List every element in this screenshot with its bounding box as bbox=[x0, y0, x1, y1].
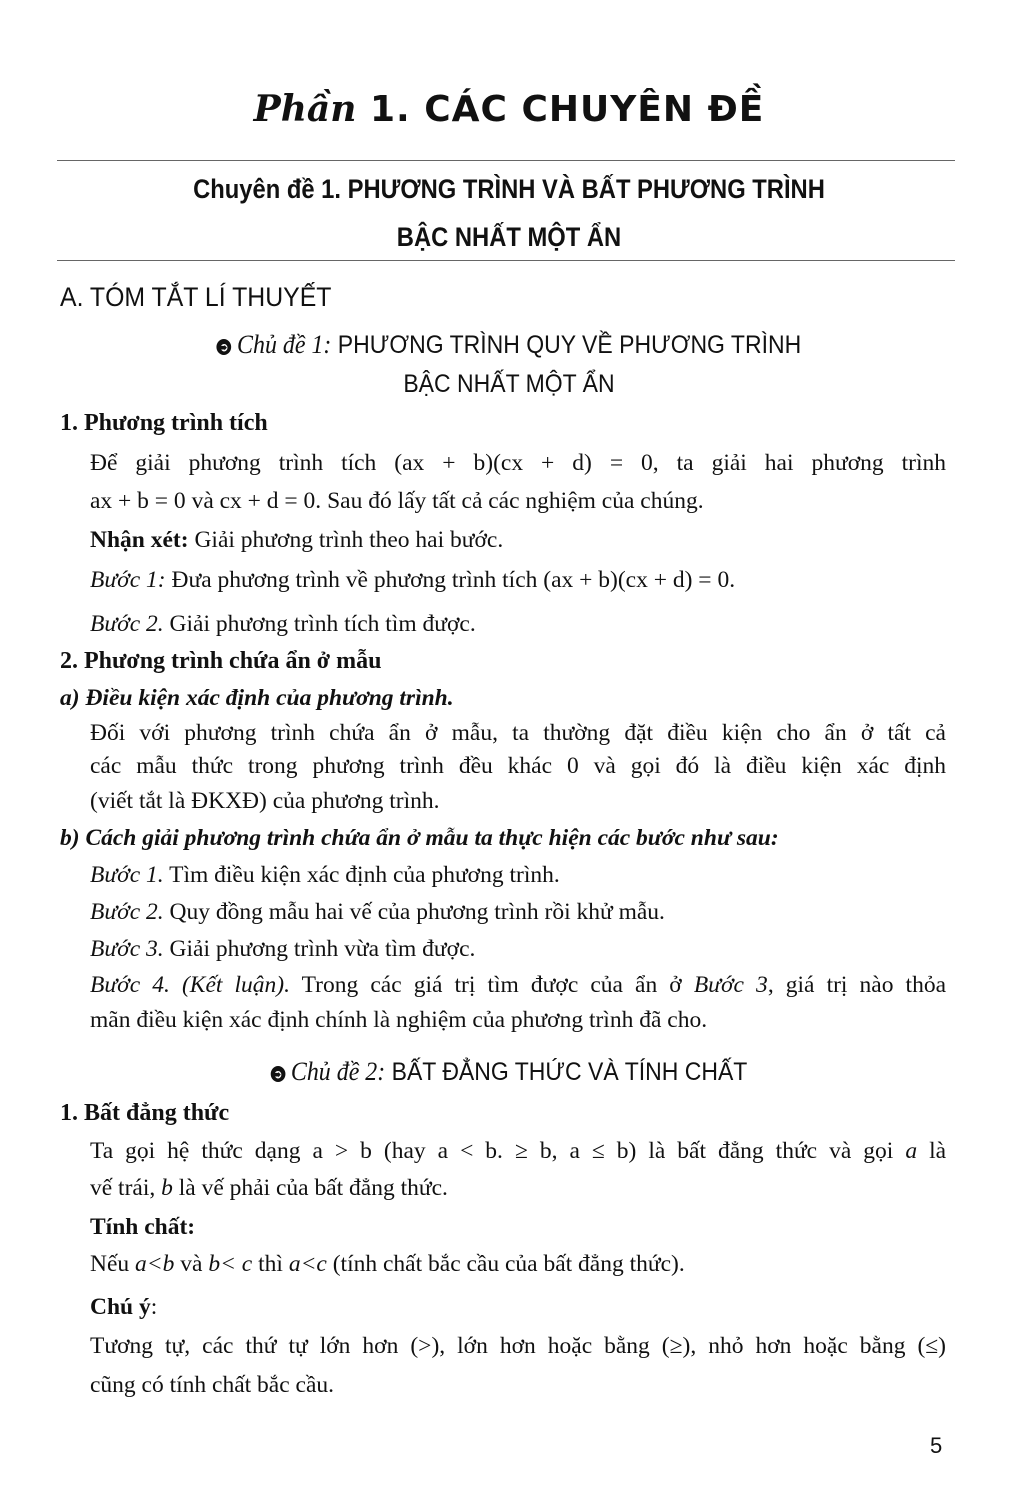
note-label-text: Chú ý bbox=[90, 1294, 151, 1320]
remark-label: Nhận xét: bbox=[90, 527, 189, 553]
step-label: Bước 4. bbox=[90, 972, 170, 998]
text-span: Giải phương trình theo hai bước. bbox=[194, 527, 504, 553]
divider-top bbox=[57, 160, 955, 161]
text-span: và bbox=[191, 488, 214, 514]
text-span: Ta gọi hệ thức dạng bbox=[90, 1138, 301, 1164]
step-label: Bước 1. bbox=[90, 862, 164, 888]
subsection-heading: 1. Phương trình tích bbox=[60, 410, 268, 436]
page-number: 5 bbox=[930, 1433, 943, 1458]
paragraph-line: các mẫu thức trong phương trình đều khác 0 và gọi đó là điều kiện xác định bbox=[90, 753, 946, 779]
note-label bbox=[90, 1294, 157, 1321]
math-expression: b< c bbox=[208, 1251, 253, 1277]
paragraph-line bbox=[90, 488, 704, 515]
step-sublabel: (Kết luận). bbox=[181, 972, 290, 998]
arrow-circle-icon: ➲ bbox=[271, 1066, 286, 1082]
text-span: Tìm điều kiện xác định của phương trình. bbox=[169, 862, 560, 888]
chapter-title-line2: BẬC NHẤT MỘT ẨN bbox=[396, 222, 622, 252]
text-span: : bbox=[150, 1294, 158, 1320]
property-label: Tính chất: bbox=[90, 1214, 196, 1240]
math-expression: ax + b = 0 bbox=[90, 488, 186, 514]
step-line bbox=[90, 972, 946, 999]
text-span: ta giải hai phương trình bbox=[676, 450, 946, 476]
text-span: Để giải phương trình tích bbox=[90, 450, 377, 476]
paragraph-line: (viết tắt là ĐKXĐ) của phương trình. bbox=[90, 788, 440, 814]
divider-bottom bbox=[57, 260, 955, 261]
topic1-title-line1 bbox=[41, 330, 978, 360]
math-expression: a > b bbox=[312, 1138, 372, 1164]
math-expression: ≥ b, a ≤ b) bbox=[514, 1138, 637, 1164]
text-span: Đưa phương trình về phương trình tích bbox=[171, 567, 538, 593]
text-span: Giải phương trình tích tìm được. bbox=[169, 611, 476, 637]
part-title bbox=[0, 88, 1018, 130]
step-line bbox=[90, 899, 665, 926]
topic2-title bbox=[41, 1057, 978, 1087]
text-span: , giá trị nào thỏa bbox=[767, 972, 947, 998]
subsection-heading: 1. Bất đẳng thức bbox=[60, 1100, 230, 1126]
math-expression: cx + d = 0. bbox=[219, 488, 322, 514]
text-span: là bbox=[929, 1138, 947, 1164]
math-expression: a bbox=[905, 1138, 918, 1164]
text-span: và bbox=[180, 1251, 203, 1277]
math-expression: a < b. bbox=[437, 1138, 515, 1164]
arrow-circle-icon: ➲ bbox=[217, 339, 232, 355]
step-line bbox=[90, 862, 560, 889]
math-expression: (ax + b)(cx + d) = 0. bbox=[543, 567, 736, 593]
step-line bbox=[90, 936, 475, 963]
topic1-title-line2: BẬC NHẤT MỘT ẨN bbox=[403, 370, 615, 398]
text-span: vế trái, bbox=[90, 1175, 156, 1201]
step-line bbox=[90, 611, 476, 638]
math-expression: a<b bbox=[135, 1251, 175, 1277]
topic2-prefix: Chủ đề 2: bbox=[290, 1057, 386, 1086]
part-title-label: 1. CÁC CHUYÊN ĐỀ bbox=[369, 89, 765, 130]
text-span: là vế phải của bất đẳng thức. bbox=[178, 1175, 448, 1201]
paragraph-line bbox=[90, 1175, 448, 1202]
subsection-b-heading: b) Cách giải phương trình chứa ẩn ở mẫu ta thực hiện các bước như sau: bbox=[60, 825, 779, 851]
text-span: Nếu bbox=[90, 1251, 130, 1277]
text-span: thì bbox=[258, 1251, 283, 1277]
section-heading-a: A. TÓM TẮT LÍ THUYẾT bbox=[60, 282, 332, 312]
topic1-line1: PHƯƠNG TRÌNH QUY VỀ PHƯƠNG TRÌNH bbox=[337, 331, 802, 359]
step-reference: Bước 3 bbox=[693, 972, 768, 998]
paragraph-line: mãn điều kiện xác định chính là nghiệm của phương trình đã cho. bbox=[90, 1007, 708, 1033]
paragraph-line bbox=[90, 450, 946, 477]
step-label: Bước 2. bbox=[90, 899, 164, 925]
step-label: Bước 3. bbox=[90, 936, 164, 962]
text-span: Sau đó lấy tất cả các nghiệm của chúng. bbox=[327, 488, 704, 514]
math-expression: a<c bbox=[288, 1251, 327, 1277]
paragraph-line bbox=[90, 1138, 946, 1165]
text-span: là bất đẳng thức và gọi bbox=[648, 1138, 894, 1164]
subsection-a-heading: a) Điều kiện xác định của phương trình. bbox=[60, 685, 454, 711]
paragraph-line: Đối với phương trình chứa ẩn ở mẫu, ta thường đặt điều kiện cho ẩn ở tất cả bbox=[90, 720, 946, 746]
text-span: Quy đồng mẫu hai vế của phương trình rồi khử mẫu. bbox=[169, 899, 665, 925]
paragraph-line: Tương tự, các thứ tự lớn hơn (>), lớn hơn hoặc bằng (≥), nhỏ hơn hoặc bằng (≤) bbox=[90, 1333, 946, 1359]
math-expression: b bbox=[161, 1175, 173, 1201]
topic1-prefix: Chủ đề 1: bbox=[237, 330, 332, 359]
chapter-title-line1: Chuyên đề 1. PHƯƠNG TRÌNH VÀ BẤT PHƯƠNG TRÌNH bbox=[193, 174, 825, 204]
text-span: Giải phương trình vừa tìm được. bbox=[169, 936, 476, 962]
topic2-line1: BẤT ĐẲNG THỨC VÀ TÍNH CHẤT bbox=[391, 1058, 748, 1086]
subsection-heading: 2. Phương trình chứa ẩn ở mẫu bbox=[60, 648, 382, 674]
paragraph-line bbox=[90, 1251, 685, 1278]
step-line bbox=[90, 567, 735, 594]
step-label: Bước 1: bbox=[90, 567, 166, 593]
text-span: Trong các giá trị tìm được của ẩn ở bbox=[301, 972, 682, 998]
remark-line bbox=[90, 527, 503, 554]
paragraph-line: cũng có tính chất bắc cầu. bbox=[90, 1372, 335, 1398]
text-span: (hay bbox=[383, 1138, 426, 1164]
text-span: (tính chất bắc cầu của bất đẳng thức). bbox=[332, 1251, 685, 1277]
step-label: Bước 2. bbox=[90, 611, 164, 637]
part-title-script: Phần bbox=[253, 88, 357, 130]
math-expression: (ax + b)(cx + d) = 0, bbox=[394, 450, 659, 476]
